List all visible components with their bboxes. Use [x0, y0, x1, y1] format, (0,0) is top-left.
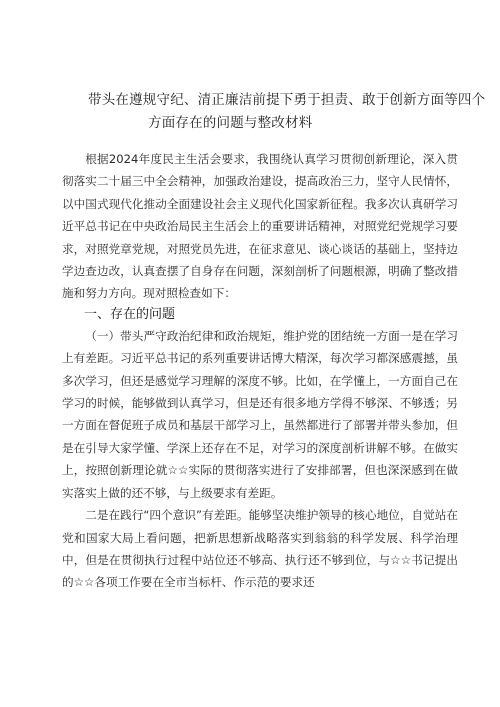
problem-paragraph-1: （一）带头严守政治纪律和政治规矩，维护党的团结统一方面一是在学习上有差距。习近平总书记的系列重要讲话博大精深，每次学习都深感震撼，虽多次学习，但还是感觉学习理解的深度不够。比如，在学懂上，一方面自己在学习的时候，能够做到认真学习，但是还有很多地方学得不够深、不够透；另一方面在督促班子成员和基层干部学习上，虽然都进行了部署并带头参加，但是在引导大家学懂、学深上还存在不足，对学习的深度剖析讲解不够。在做实上，按照创新理论就☆☆实际的贯彻落实进行了安排部署，但也深深感到在做实落实上做的还不够，与上级要求有差距。: [62, 328, 458, 500]
document-title-line-1: 带头在遵规守纪、清正廉洁前提下勇于担责、敢于创新方面等四个: [88, 92, 486, 108]
problem-paragraph-2: 二是在践行“四个意识”有差距。能够坚决维护领导的核心地位，自觉站在党和国家大局上看问题，把新思想新战略落实到翁翁的科学发展、科学治理中，但是在贯彻执行过程中站位还不够高、执行还不够到位，与☆☆书记提出的☆☆各项工作要在全市当标杆、作示范的要求还: [62, 508, 458, 590]
document-body: [62, 148, 458, 594]
intro-paragraph: 根据2024年度民主生活会要求，我围绕认真学习贯彻创新理论，深入贯彻落实二十届三中全会精神，加强政治建设，提高政治三力，坚守人民情怀，以中国式现代化推动全面建设社会主义现代化国家新征程。我多次认真研学习近平总书记在中央政治局民主生活会上的重要讲话精神，对照党纪党规学习要求，对照党章党规，对照党员先进，在征求意见、谈心谈话的基础上，坚持边学边查边改，认真查摆了自身存在问题，深刻剖析了问题根源，明确了整改措施和努力方向。现对照检查如下：: [62, 152, 458, 301]
section-heading-problems: 一、存在的问题: [84, 306, 176, 322]
document-title-line-2: 方面存在的问题与整改材料: [148, 115, 313, 131]
